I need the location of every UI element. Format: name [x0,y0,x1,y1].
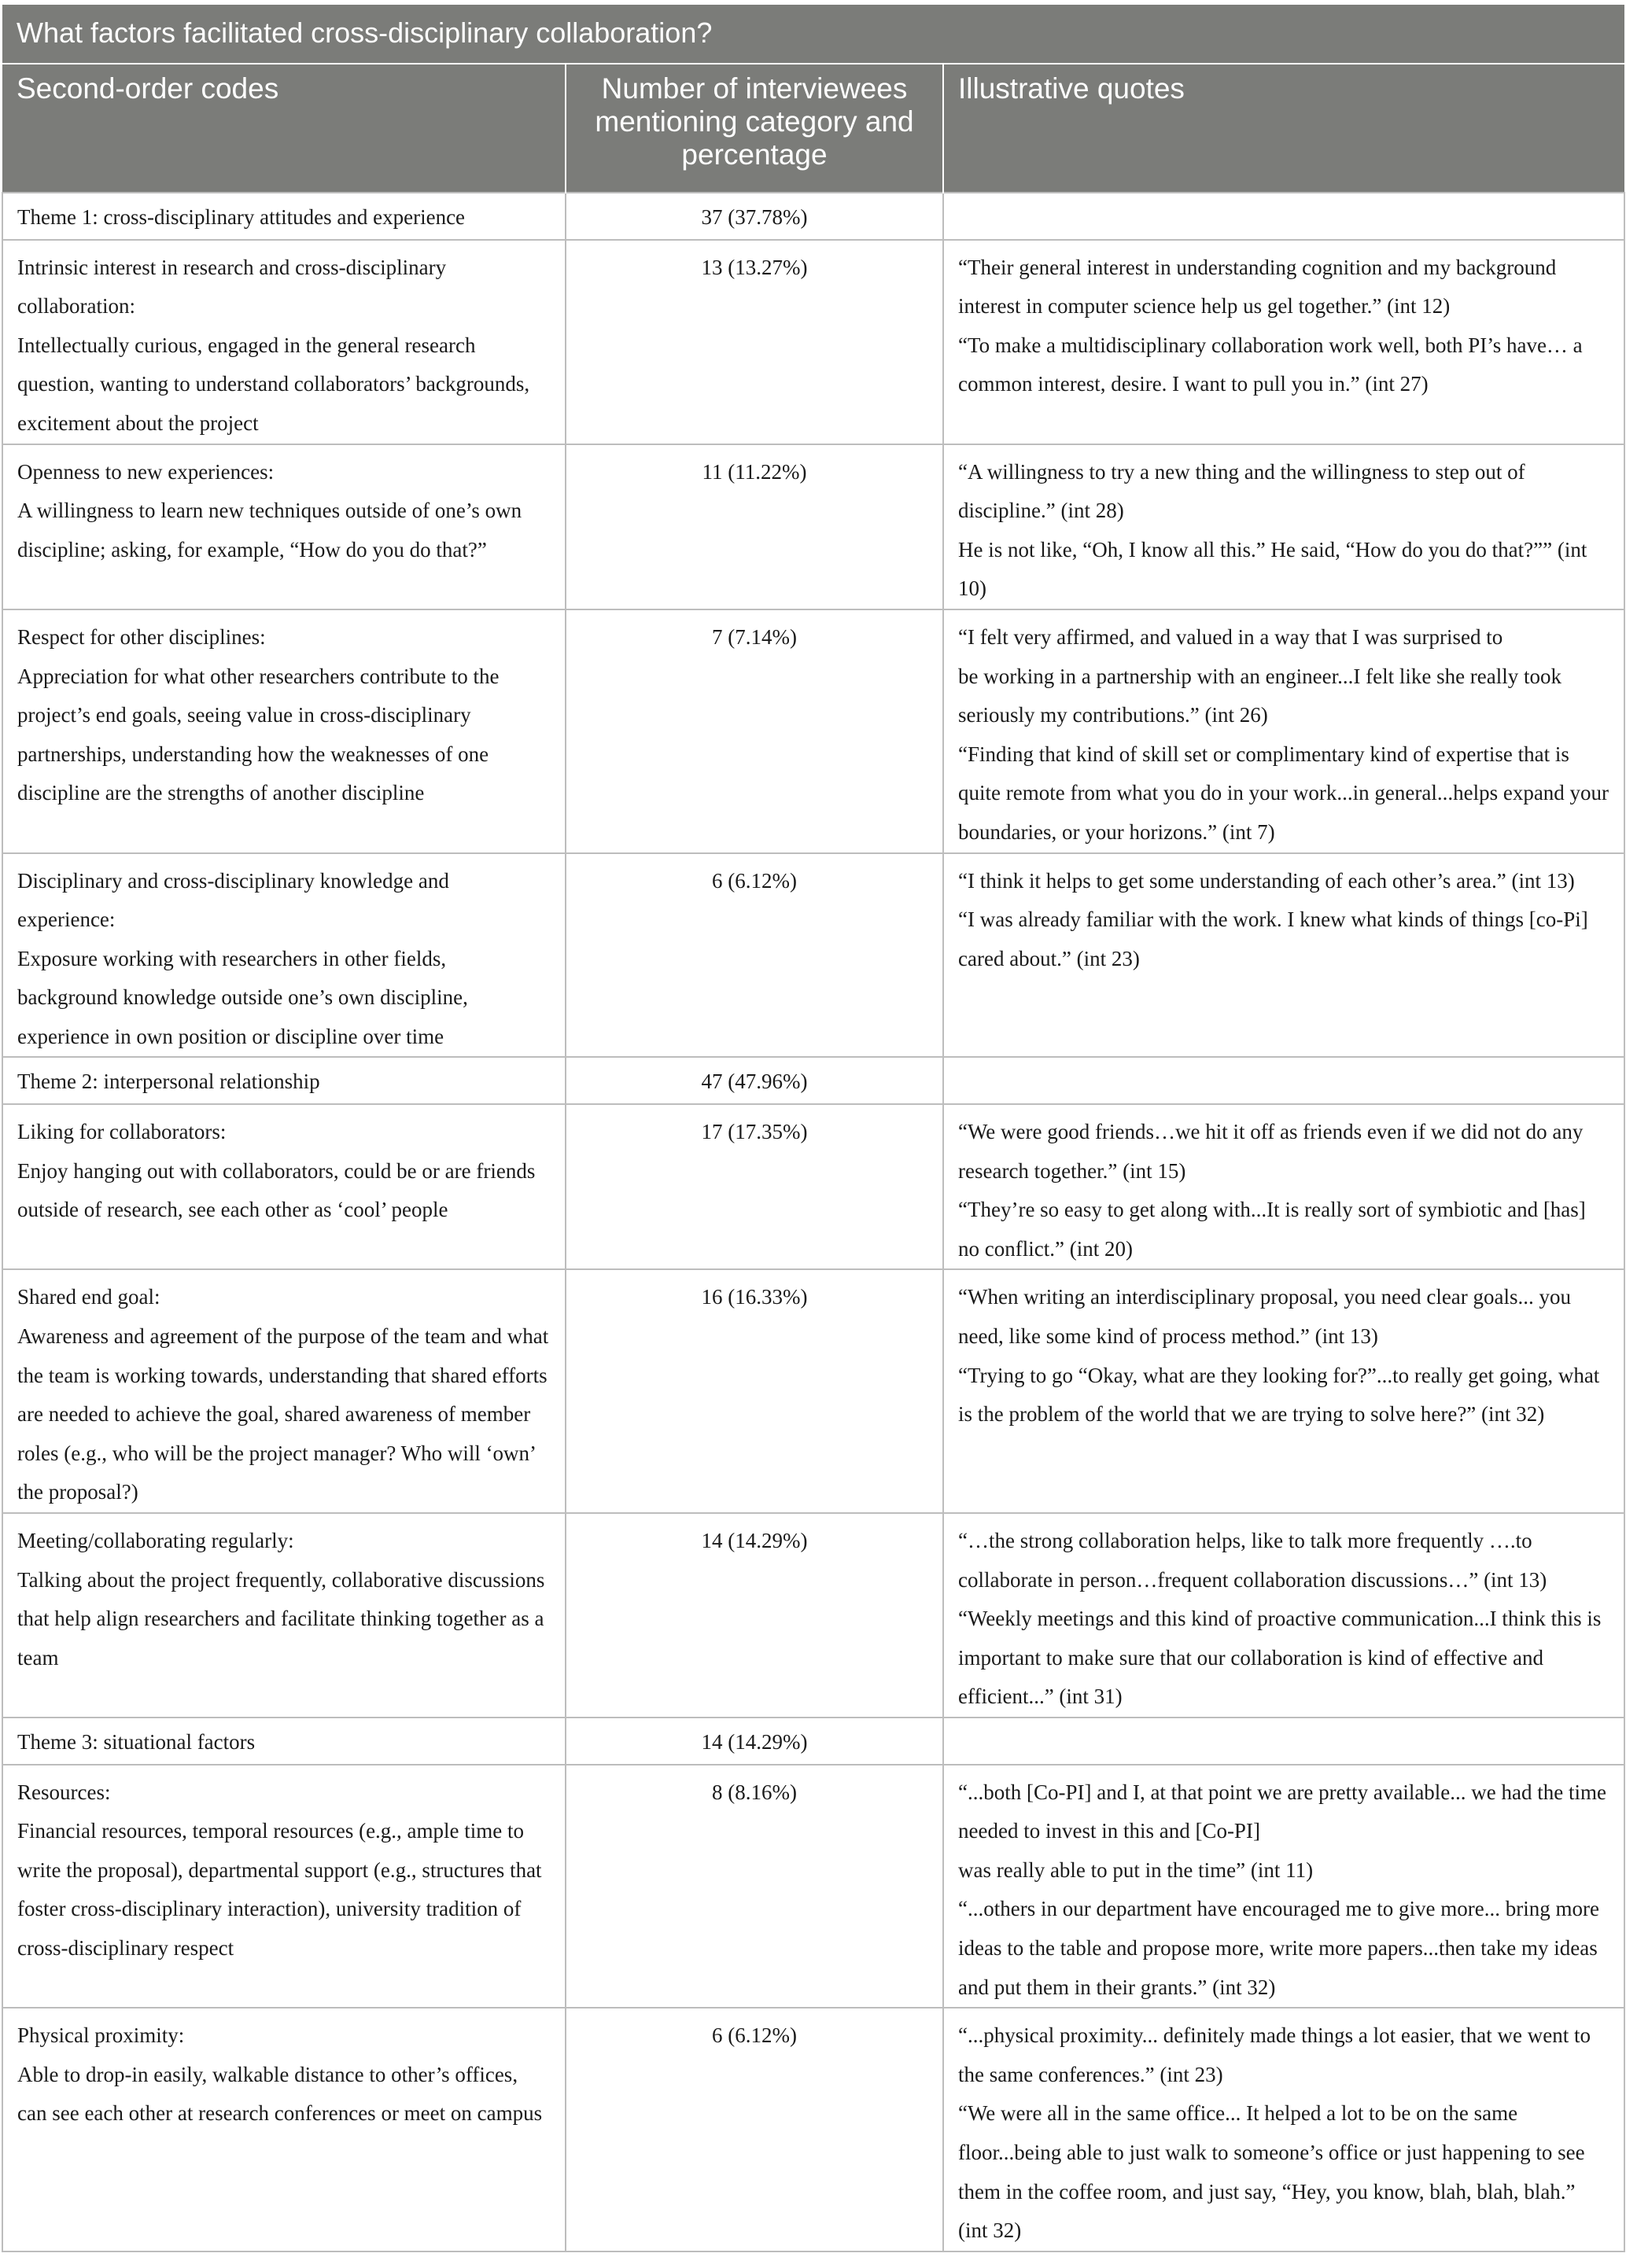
quotes-cell [943,853,1624,1058]
code-name: Theme 3: situational factors [17,1729,256,1754]
quote: “Weekly meetings and this kind of proactive communication...I think this is important to make sure that our collaboration is kind of effective and efficient...” (int 31) [958,1607,1602,1709]
count-cell: 7 (7.14%) [566,609,943,853]
code-description: Able to drop-in easily, walkable distance to other’s offices, can see each other at research conferences or meet on campus [17,2062,543,2126]
quotes-cell [943,193,1624,240]
code-name: Shared end goal: [17,1285,160,1309]
table-row [2,1513,1624,1718]
code-description: Talking about the project frequently, collaborative discussions that help align researchers and facilitate thinking together as a team [17,1567,545,1670]
count-cell: 37 (37.78%) [566,193,943,240]
quote: “I was already familiar with the work. I knew what kinds of things [co-Pi] cared about.” (int 23) [958,908,1588,970]
table-row [2,1269,1624,1513]
quote: “A willingness to try a new thing and the willingness to step out of discipline.” (int 28) [958,459,1525,523]
count-cell: 14 (14.29%) [566,1718,943,1765]
quote: “I felt very affirmed, and valued in a way that I was surprised to [958,624,1503,649]
quote: “They’re so easy to get along with...It is really sort of symbiotic and [has] no conflict.” (int 20) [958,1198,1586,1261]
code-name: Theme 2: interpersonal relationship [17,1070,320,1094]
quote: “...physical proximity... definitely made things a lot easier, that we went to the same conferences.” (int 23) [958,2023,1591,2086]
count-cell: 47 (47.96%) [566,1057,943,1104]
code-description: Intellectually curious, engaged in the general research question, wanting to understand collaborators’ backgrounds, excitement about the project [17,333,530,435]
quote: “…the strong collaboration helps, like to talk more frequently ….to collaborate in person…frequent collaboration discussions…” (int 13) [958,1529,1547,1592]
code-name: Liking for collaborators: [17,1120,227,1144]
table-row [2,1718,1624,1765]
table-row [2,853,1624,1058]
code-name: Physical proximity: [17,2023,185,2048]
quotes-cell [943,1269,1624,1513]
table-row [2,240,1624,444]
table-header-row [2,64,1624,193]
codes-cell [2,1513,566,1718]
code-description: Appreciation for what other researchers contribute to the project’s end goals, seeing value in cross-disciplinary partnerships, understanding how the weaknesses of one discipline are the strengths of another discipline [17,664,500,805]
header-illustrative-quotes: Illustrative quotes [943,64,1624,193]
quotes-cell [943,609,1624,853]
count-cell: 16 (16.33%) [566,1269,943,1513]
quote: “...both [Co-PI] and I, at that point we are pretty available... we had the time needed to invest in this and [Co-PI] [958,1780,1606,1843]
factors-table [2,5,1625,2252]
quotes-cell [943,2008,1624,2251]
codes-cell [2,853,566,1058]
codes-cell [2,193,566,240]
codes-cell [2,1057,566,1104]
table-body [2,193,1624,2251]
quotes-cell [943,240,1624,444]
codes-cell [2,444,566,609]
quotes-cell [943,1765,1624,2008]
quote: was really able to put in the time” (int 11) [958,1857,1314,1882]
header-second-order-codes: Second-order codes [2,64,566,193]
quote: “We were all in the same office... It helped a lot to be on the same floor...being able to just walk to someone’s office or just happening to see them in the coffee room, and just say, “Hey, you know, blah, blah, blah.” (int 32) [958,2101,1585,2243]
codes-cell [2,1765,566,2008]
quote: “We were good friends…we hit it off as friends even if we did not do any research together.” (int 15) [958,1120,1584,1183]
quote: “Trying to go “Okay, what are they looking for?”...to really get going, what is the problem of the world that we are trying to solve here?” (int 32) [958,1363,1600,1427]
table-row [2,193,1624,240]
code-description: A willingness to learn new techniques outside of one’s own discipline; asking, for example, “How do you do that?” [17,499,522,561]
code-description: Awareness and agreement of the purpose of the team and what the team is working towards, understanding that shared efforts are needed to achieve the goal, shared awareness of member roles (e.g., who will be the project manager? Who will ‘own’ the proposal?) [17,1324,549,1504]
quotes-cell [943,1104,1624,1269]
table-row [2,1104,1624,1269]
code-description: Exposure working with researchers in other fields, background knowledge outside one’s own discipline, experience in own position or discipline over time [17,946,468,1048]
code-name: Respect for other disciplines: [17,624,266,649]
quotes-cell [943,1057,1624,1104]
codes-cell [2,2008,566,2251]
count-cell: 6 (6.12%) [566,853,943,1058]
table-title-row [2,5,1624,64]
table-row [2,444,1624,609]
code-description: Enjoy hanging out with collaborators, could be or are friends outside of research, see each other as ‘cool’ people [17,1158,536,1222]
quotes-cell [943,444,1624,609]
count-cell: 17 (17.35%) [566,1104,943,1269]
table-row [2,1765,1624,2008]
count-cell: 14 (14.29%) [566,1513,943,1718]
quote: “...others in our department have encouraged me to give more... bring more ideas to the table and propose more, write more papers...then take my ideas and put them in their grants.” (int 32) [958,1897,1599,1999]
code-name: Intrinsic interest in research and cross-disciplinary collaboration: [17,255,447,318]
quote: “I think it helps to get some understanding of each other’s area.” (int 13) [958,868,1575,893]
codes-cell [2,240,566,444]
table-row [2,2008,1624,2251]
quote: He is not like, “Oh, I know all this.” He said, “How do you do that?”” (int 10) [958,537,1587,601]
quote: be working in a partnership with an engineer...I felt like she really took seriously my contributions.” (int 26) [958,664,1562,727]
quote: “Finding that kind of skill set or complimentary kind of expertise that is quite remote from what you do in your work...in general...helps expand your boundaries, or your horizons.” (int 7) [958,742,1609,844]
code-description: Financial resources, temporal resources (e.g., ample time to write the proposal), departmental support (e.g., structures that foster cross-disciplinary interaction), university tradition of cross-disciplinary respect [17,1819,542,1960]
code-name: Openness to new experiences: [17,459,275,484]
quotes-cell [943,1513,1624,1718]
table-title: What factors facilitated cross-disciplinary collaboration? [2,5,1624,64]
count-cell: 8 (8.16%) [566,1765,943,2008]
codes-cell [2,609,566,853]
count-cell: 6 (6.12%) [566,2008,943,2251]
code-name: Theme 1: cross-disciplinary attitudes and experience [17,205,466,229]
quote: “When writing an interdisciplinary proposal, you need clear goals... you need, like some kind of process method.” (int 13) [958,1285,1572,1349]
header-number-of-interviewees: Number of interviewees mentioning category and percentage [566,64,943,193]
code-name: Resources: [17,1780,111,1804]
table-row [2,609,1624,853]
codes-cell [2,1718,566,1765]
quotes-cell [943,1718,1624,1765]
codes-cell [2,1269,566,1513]
code-name: Disciplinary and cross-disciplinary knowledge and experience: [17,868,449,932]
codes-cell [2,1104,566,1269]
quote: “Their general interest in understanding cognition and my background interest in computer science help us gel together.” (int 12) [958,255,1557,318]
count-cell: 11 (11.22%) [566,444,943,609]
table-row [2,1057,1624,1104]
code-name: Meeting/collaborating regularly: [17,1529,294,1552]
count-cell: 13 (13.27%) [566,240,943,444]
quote: “To make a multidisciplinary collaboration work well, both PI’s have… a common interest, desire. I want to pull you in.” (int 27) [958,333,1583,396]
